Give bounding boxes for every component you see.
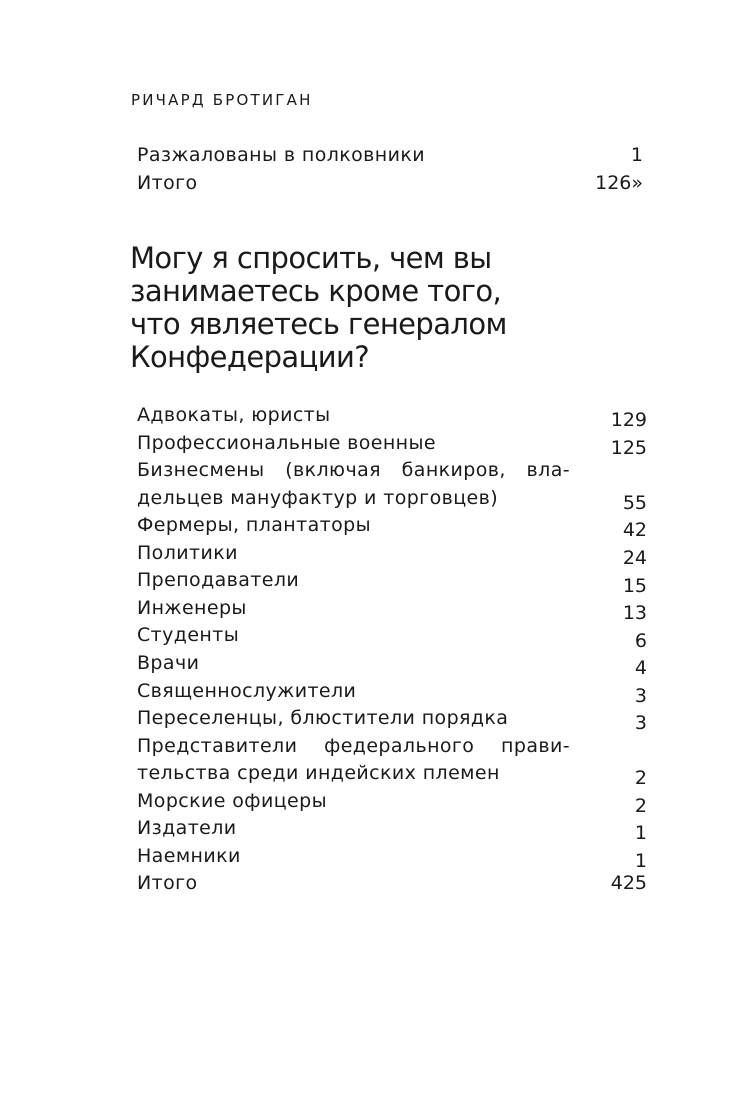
occupation-value: 1 (634, 822, 647, 844)
occupation-label: Бизнесмены (включая банкиров, вла- (137, 459, 570, 481)
top-row-value: 1 (630, 144, 643, 166)
occupation-value: 4 (634, 657, 647, 679)
occupation-label: Преподаватели (137, 569, 300, 591)
occupation-label: Наемники (137, 845, 241, 867)
total-value: 425 (610, 872, 647, 894)
question-line: что являетесь генералом (130, 307, 507, 341)
occupation-label-continued: дельцев мануфактур и торговцев) (137, 487, 499, 509)
occupation-label: Адвокаты, юристы (137, 404, 331, 426)
total-label: Итого (137, 872, 198, 894)
question-line: Конфедерации? (130, 340, 370, 374)
question-heading (130, 242, 507, 374)
occupation-value: 129 (610, 409, 647, 431)
occupation-value: 55 (622, 492, 647, 514)
occupation-value: 3 (634, 712, 647, 734)
top-total-label: Итого (137, 172, 198, 194)
occupation-label: Священнослужители (137, 680, 357, 702)
top-row-label: Разжалованы в полковники (137, 144, 425, 166)
question-line: занимаетесь кроме того, (130, 274, 502, 308)
occupation-value: 2 (634, 795, 647, 817)
occupation-label: Переселенцы, блюстители порядка (137, 707, 509, 729)
occupation-label: Профессиональные военные (137, 432, 436, 454)
occupation-value: 6 (634, 630, 647, 652)
occupation-value: 3 (634, 685, 647, 707)
top-total-value: 126» (595, 172, 643, 194)
occupation-label: Политики (137, 542, 238, 564)
occupation-value: 13 (622, 602, 647, 624)
occupation-label-continued: тельства среди индейских племен (137, 762, 500, 784)
occupation-value: 24 (622, 547, 647, 569)
occupation-label: Студенты (137, 624, 240, 646)
occupation-label: Издатели (137, 817, 237, 839)
question-line: Могу я спросить, чем вы (130, 241, 492, 275)
occupation-value: 2 (634, 767, 647, 789)
running-head: РИЧАРД БРОТИГАН (131, 91, 313, 109)
occupation-label: Морские офицеры (137, 790, 327, 812)
occupation-value: 42 (622, 519, 647, 541)
occupation-label: Врачи (137, 652, 200, 674)
occupation-value: 1 (634, 850, 647, 872)
occupation-value: 15 (622, 575, 647, 597)
occupation-label: Фермеры, плантаторы (137, 514, 371, 536)
occupation-label: Инженеры (137, 597, 247, 619)
occupation-value: 125 (610, 437, 647, 459)
occupation-label: Представители федерального прави- (137, 735, 570, 757)
